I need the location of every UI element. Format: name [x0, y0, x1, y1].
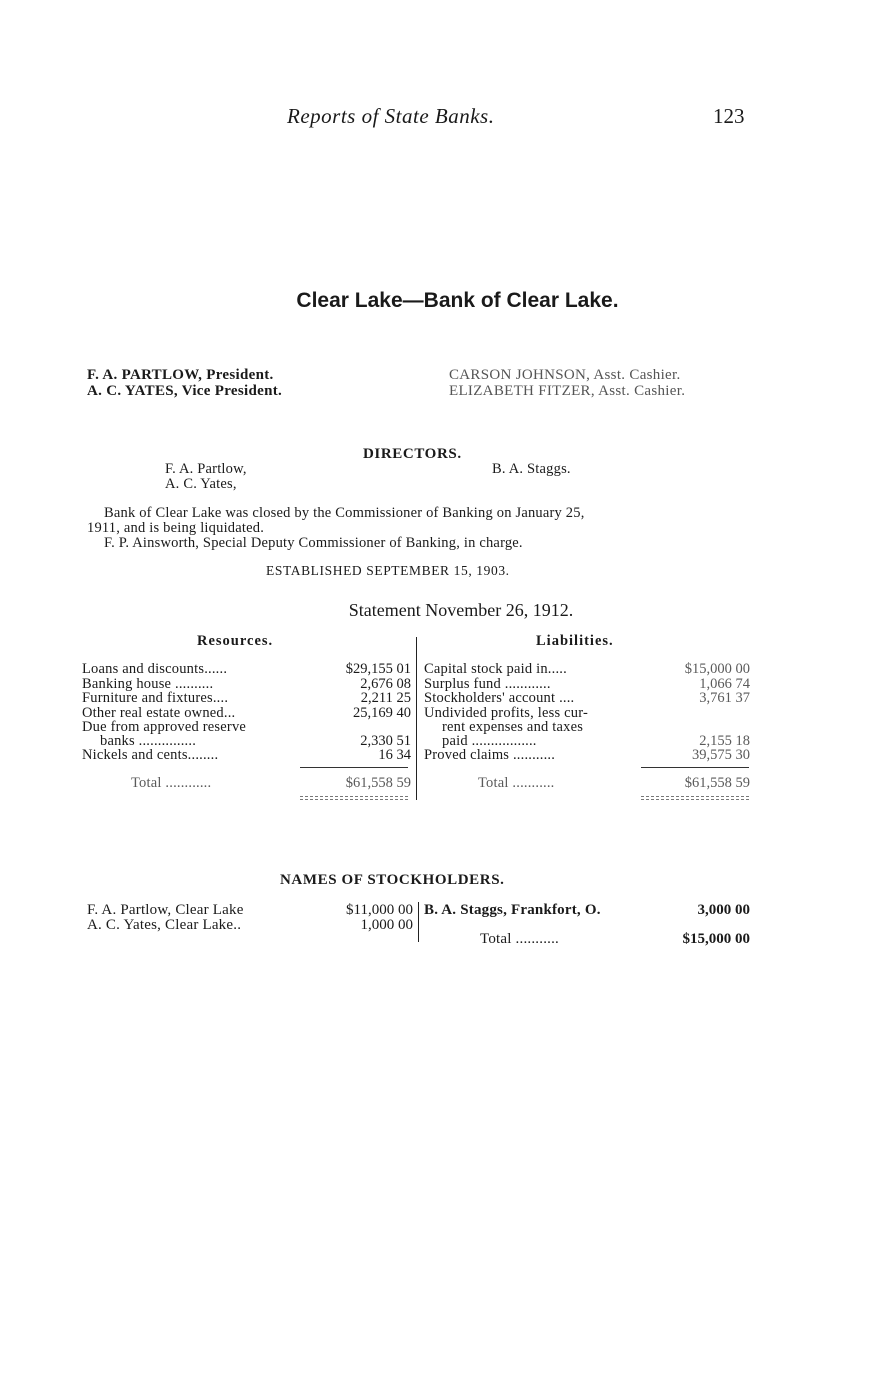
resources-row-amount: 2,211 25 — [360, 690, 411, 706]
resources-row-label: banks ............... — [100, 733, 197, 749]
resources-row-amount: 2,330 51 — [360, 733, 411, 749]
liabilities-row-amount: 1,066 74 — [699, 676, 750, 692]
resources-heading: Resources. — [197, 633, 274, 649]
liabilities-row-amount: 2,155 18 — [699, 733, 750, 749]
liabilities-row-amount: 39,575 30 — [692, 747, 750, 763]
liabilities-row-label: Undivided profits, less cur- — [424, 705, 588, 721]
director-name: F. A. Partlow, — [165, 461, 247, 477]
statement-title: Statement November 26, 1912. — [348, 600, 574, 620]
liabilities-total-label: Total ........... — [478, 775, 555, 791]
notice-line: 1911, and is being liquidated. — [87, 520, 265, 536]
resources-row-label: Banking house .......... — [82, 676, 214, 692]
resources-row-label: Other real estate owned... — [82, 705, 236, 721]
resources-row-amount: $29,155 01 — [345, 661, 411, 677]
liabilities-total-double-rule — [641, 796, 749, 797]
liabilities-total-rule — [641, 767, 749, 768]
resources-row-label: Loans and discounts...... — [82, 661, 228, 677]
liabilities-heading: Liabilities. — [536, 633, 614, 649]
resources-row-label: Furniture and fixtures.... — [82, 690, 229, 706]
bank-title: Clear Lake—Bank of Clear Lake. — [296, 289, 619, 312]
stockholders-total-label: Total ........... — [480, 931, 560, 947]
column-divider — [416, 637, 417, 800]
stockholder-amount: $11,000 00 — [346, 902, 413, 918]
liabilities-total-amount: $61,558 59 — [684, 775, 750, 791]
officer-asst-cashier-1: CARSON JOHNSON, Asst. Cashier. — [449, 367, 681, 383]
running-head: Reports of State Banks. — [287, 104, 495, 128]
liabilities-row-label: Proved claims ........... — [424, 747, 556, 763]
page-number: 123 — [713, 104, 745, 128]
stockholders-divider — [418, 902, 419, 942]
resources-row-amount: 16 34 — [378, 747, 411, 763]
notice-line: Bank of Clear Lake was closed by the Commissioner of Banking on January 25, — [104, 505, 585, 521]
stockholder-name: A. C. Yates, Clear Lake.. — [87, 917, 242, 933]
stockholders-total-amount: $15,000 00 — [682, 931, 750, 947]
liabilities-row-label: Surplus fund ............ — [424, 676, 551, 692]
resources-row-amount: 2,676 08 — [360, 676, 411, 692]
resources-total-rule — [300, 767, 408, 768]
director-name: B. A. Staggs. — [492, 461, 571, 477]
stockholder-amount: 1,000 00 — [360, 917, 413, 933]
liabilities-row-amount: $15,000 00 — [684, 661, 750, 677]
officer-president: F. A. PARTLOW, President. — [87, 367, 274, 383]
liabilities-row-label: rent expenses and taxes — [442, 719, 584, 735]
liabilities-row-amount: 3,761 37 — [699, 690, 750, 706]
resources-total-double-rule — [300, 796, 408, 797]
resources-row-label: Nickels and cents........ — [82, 747, 219, 763]
established-date: ESTABLISHED SEPTEMBER 15, 1903. — [266, 563, 510, 578]
officer-asst-cashier-2: ELIZABETH FITZER, Asst. Cashier. — [449, 383, 686, 399]
resources-row-amount: 25,169 40 — [353, 705, 411, 721]
officer-vice-president: A. C. YATES, Vice President. — [87, 383, 283, 399]
stockholder-name: F. A. Partlow, Clear Lake — [87, 902, 244, 918]
resources-total-double-rule — [300, 799, 408, 800]
liabilities-total-double-rule — [641, 799, 749, 800]
liabilities-row-label: Stockholders' account .... — [424, 690, 575, 706]
resources-total-amount: $61,558 59 — [345, 775, 411, 791]
resources-total-label: Total ............ — [131, 775, 212, 791]
stockholder-name: B. A. Staggs, Frankfort, O. — [424, 902, 601, 918]
directors-heading: DIRECTORS. — [363, 446, 462, 462]
liabilities-row-label: paid ................. — [442, 733, 537, 749]
stockholder-amount: 3,000 00 — [697, 902, 750, 918]
resources-row-label: Due from approved reserve — [82, 719, 247, 735]
notice-line: F. P. Ainsworth, Special Deputy Commissioner of Banking, in charge. — [104, 535, 523, 551]
stockholders-heading: NAMES OF STOCKHOLDERS. — [280, 872, 505, 888]
director-name: A. C. Yates, — [165, 476, 237, 492]
liabilities-row-label: Capital stock paid in..... — [424, 661, 567, 677]
